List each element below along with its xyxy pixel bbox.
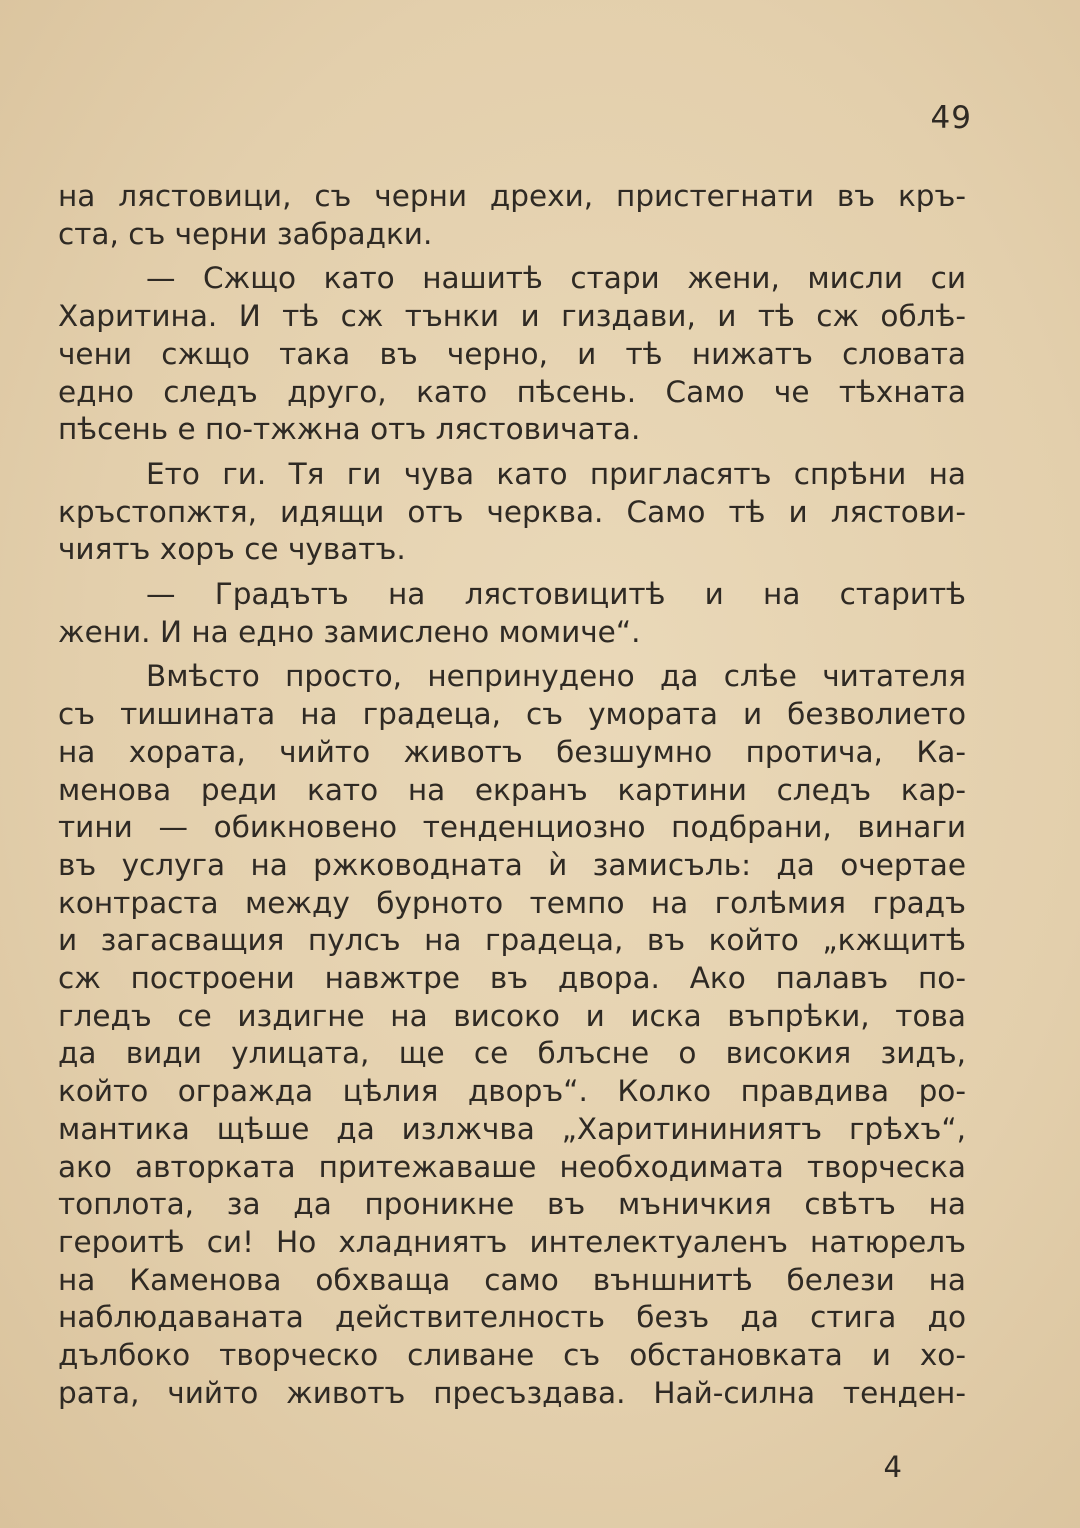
signature-mark: 4: [883, 1450, 902, 1484]
text-line: гледъ се издигне на високо и иска въпрѣки, това: [58, 998, 966, 1033]
text-line: и загасващия пулсъ на градеца, въ който „кжщитѣ: [58, 923, 966, 958]
text-line: кръстопжтя, идящи отъ черква. Само тѣ и лястови-: [58, 494, 966, 529]
text-line: да види улицата, ще се блъсне о високия зидъ,: [58, 1036, 966, 1071]
body-text: [58, 178, 966, 1413]
text-line: сж построени навжтре въ двора. Ако палавъ по-: [58, 961, 966, 996]
text-line: на Каменова обхваща само външнитѣ белези на: [58, 1262, 966, 1297]
text-line: въ услуга на ржководната ѝ замисъль: да очертае: [58, 847, 966, 882]
text-line: контраста между бурното темпо на голѣмия градъ: [58, 885, 966, 920]
text-line: героитѣ си! Но хладниятъ интелектуаленъ натюрелъ: [58, 1224, 966, 1259]
text-line: — Сжщо като нашитѣ стари жени, мисли си: [146, 261, 966, 296]
text-line: Вмѣсто просто, непринудено да слѣе читателя: [146, 659, 966, 694]
text-line: жени. И на едно замислено момиче“.: [58, 614, 641, 649]
text-line: рата, чийто животъ пресъздава. Най-силна тенден-: [58, 1375, 966, 1410]
text-line: ста, съ черни забрадки.: [58, 216, 433, 251]
text-line: Харитина. И тѣ сж тънки и гиздави, и тѣ сж облѣ-: [58, 299, 966, 334]
text-line: топлота, за да проникне въ мъничкия свѣтъ на: [58, 1187, 966, 1222]
text-line: чени сжщо така въ черно, и тѣ нижатъ словата: [58, 336, 966, 371]
text-line: който огражда цѣлия дворъ“. Колко правдива ро-: [58, 1074, 966, 1109]
text-line: мантика щѣше да излжчва „Харитининиятъ грѣхъ“,: [58, 1111, 966, 1146]
text-line: на лястовици, съ черни дрехи, пристегнати въ кръ-: [58, 179, 966, 213]
paragraph: [58, 260, 966, 449]
text-line: ако авторката притежаваше необходимата творческа: [58, 1149, 966, 1184]
text-line: наблюдаваната действителность безъ да стига до: [58, 1300, 966, 1335]
text-line: чиятъ хоръ се чуватъ.: [58, 532, 406, 567]
text-line: тини — обикновено тенденциозно подбрани, винаги: [58, 810, 966, 845]
paragraph: [58, 576, 966, 651]
paragraph: [58, 658, 966, 1412]
text-line: дълбоко творческо сливане съ обстановката и хо-: [58, 1338, 966, 1373]
paragraph: [58, 178, 966, 253]
text-line: пѣсень е по-тжжна отъ лястовичата.: [58, 412, 641, 447]
page-number: 49: [930, 100, 972, 136]
text-line: едно следъ друго, като пѣсень. Само че тѣхната: [58, 374, 966, 409]
text-line: — Градътъ на лястовицитѣ и на старитѣ: [146, 577, 966, 612]
text-line: съ тишината на градеца, съ умората и безволието: [58, 697, 966, 732]
text-line: на хората, чийто животъ безшумно протича, Ка-: [58, 734, 966, 769]
text-line: менова реди като на екранъ картини следъ кар-: [58, 772, 966, 807]
text-line: Ето ги. Тя ги чува като пригласятъ спрѣни на: [146, 456, 966, 491]
paragraph: [58, 456, 966, 569]
